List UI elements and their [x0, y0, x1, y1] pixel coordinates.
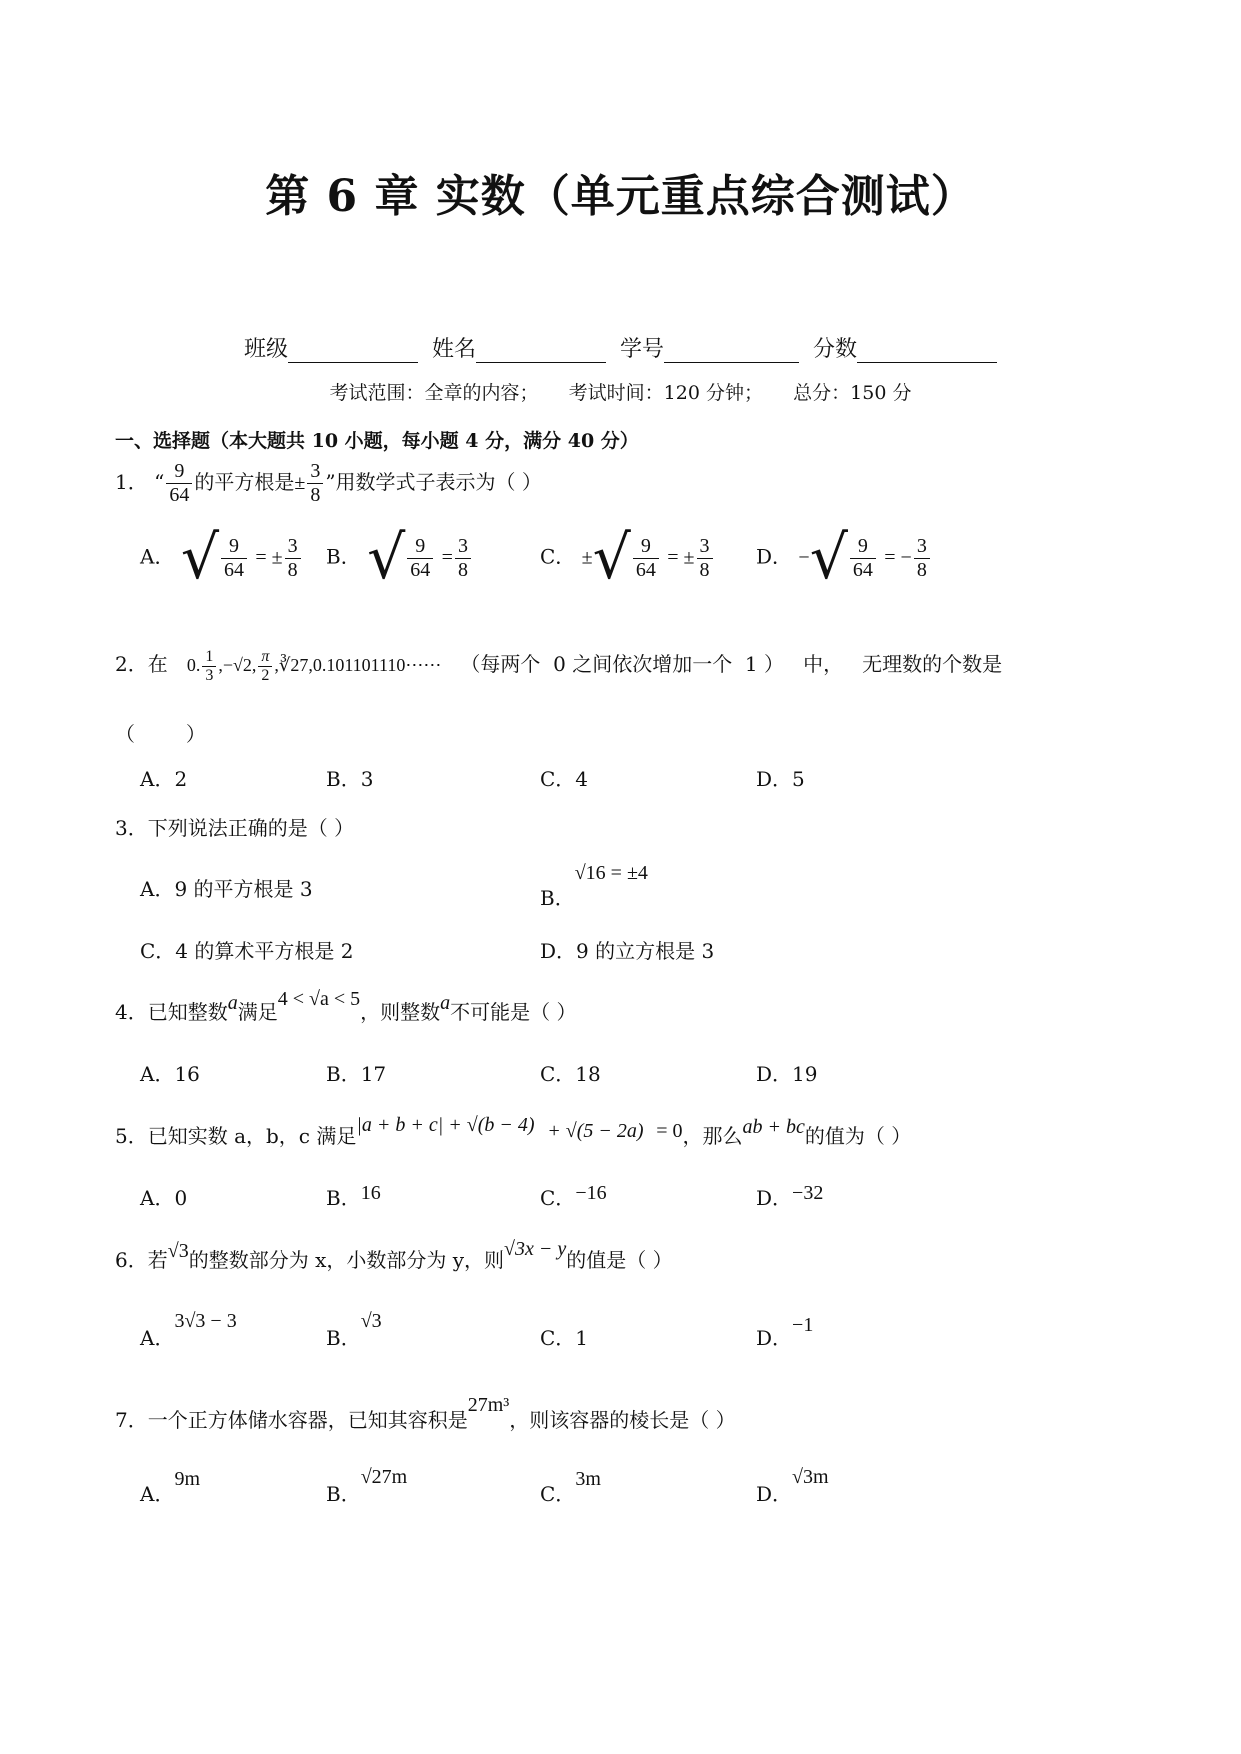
- numerator: π: [261, 648, 270, 665]
- question-7: [115, 1394, 736, 1433]
- equals-pm: = ±: [255, 546, 283, 569]
- question-text: 满足: [237, 1000, 278, 1024]
- numerator: 9: [415, 534, 426, 557]
- q7-option-a[interactable]: [140, 1468, 201, 1507]
- fraction-9-64: [166, 460, 192, 507]
- q2-option-b[interactable]: B．3: [326, 767, 374, 791]
- option-value: √3m: [792, 1466, 829, 1488]
- numerator: 3: [699, 534, 710, 557]
- q7-option-b[interactable]: [326, 1466, 408, 1507]
- option-label: D．: [756, 544, 793, 569]
- q2-option-d[interactable]: D．5: [756, 767, 805, 791]
- q1-option-c[interactable]: [540, 523, 715, 593]
- option-label: B．: [326, 544, 361, 569]
- option-label: A．: [140, 544, 175, 569]
- q5-option-b[interactable]: [326, 1182, 381, 1211]
- sqrt-symbol: √ $\frac{9}{64}$: [810, 528, 878, 588]
- q1-option-a[interactable]: [140, 523, 303, 593]
- question-1: [115, 460, 542, 507]
- denominator: 64: [166, 483, 192, 507]
- q5-option-c[interactable]: [540, 1182, 607, 1211]
- equals-pm: = ±: [667, 546, 695, 569]
- question-text: ，则该容器的棱长是（ ）: [509, 1408, 736, 1432]
- q7-option-c[interactable]: [540, 1468, 601, 1507]
- expression: |a + b + c| + √(b − 4): [356, 1114, 535, 1136]
- numerator: 3: [287, 534, 298, 557]
- numerator: 9: [640, 534, 651, 557]
- class-label: 班级: [243, 337, 288, 362]
- expression: √3: [167, 1240, 189, 1262]
- denominator: 64: [850, 558, 876, 582]
- numerator: 3: [916, 534, 927, 557]
- question-text: 的平方根是: [194, 470, 295, 494]
- option-label: C．: [540, 544, 576, 569]
- denominator: 8: [455, 558, 471, 582]
- q6-option-c[interactable]: C．1: [540, 1326, 589, 1350]
- denominator: 8: [914, 558, 930, 582]
- question-4: [115, 988, 577, 1025]
- option-value: 3m: [575, 1468, 601, 1490]
- option-label: A．: [140, 1326, 175, 1350]
- numerator: 9: [857, 534, 868, 557]
- denominator: 8: [307, 483, 323, 507]
- denominator: 8: [697, 558, 713, 582]
- question-text: 的整数部分为 x，小数部分为 y，则: [188, 1248, 505, 1272]
- denominator: 64: [221, 558, 247, 582]
- numerator: 9: [229, 534, 240, 557]
- expression: + √(5 − 2a): [547, 1120, 644, 1142]
- q1-option-b[interactable]: [326, 523, 473, 593]
- q3-option-d[interactable]: D．9 的立方根是 3: [540, 939, 715, 963]
- score-field[interactable]: [857, 340, 997, 363]
- q4-option-d[interactable]: D．19: [756, 1062, 818, 1086]
- minus: −: [798, 546, 810, 569]
- denominator: 64: [407, 558, 433, 582]
- question-text: 7．一个正方体储水容器，已知其容积是: [115, 1408, 468, 1432]
- option-label: B．: [326, 1186, 361, 1210]
- inequality: 4 < √a < 5: [277, 988, 361, 1010]
- q3-option-a[interactable]: A．9 的平方根是 3: [140, 877, 313, 901]
- seq-part: ,−√2,: [218, 655, 257, 676]
- q5-option-d[interactable]: [756, 1182, 823, 1211]
- sqrt-symbol: √ $\frac{9}{64}$: [181, 528, 249, 588]
- student-info-line: [0, 332, 1241, 363]
- plus-minus: ±: [294, 472, 306, 494]
- q7-option-d[interactable]: [756, 1466, 829, 1507]
- sqrt-symbol: √ $\frac{9}{64}$: [593, 528, 661, 588]
- option-value: √27m: [360, 1466, 408, 1488]
- exam-info: 考试范围：全章的内容； 考试时间：120 分钟； 总分：150 分: [329, 382, 912, 404]
- question-text: 的值为（ ）: [804, 1124, 912, 1148]
- plus-minus: ±: [581, 546, 593, 569]
- question-text: 6．若: [115, 1248, 168, 1272]
- question-2: [115, 648, 1002, 686]
- q4-option-a[interactable]: A．16: [140, 1062, 200, 1086]
- option-label: B．: [540, 886, 575, 910]
- option-label: B．: [326, 1326, 361, 1350]
- option-value: −32: [792, 1182, 824, 1204]
- q1-option-d[interactable]: [756, 523, 932, 593]
- q4-option-c[interactable]: C．18: [540, 1062, 601, 1086]
- q3-option-c[interactable]: C．4 的算术平方根是 2: [140, 939, 354, 963]
- option-value: 9m: [174, 1468, 201, 1490]
- q6-option-b[interactable]: [326, 1310, 382, 1351]
- expression: √3x − y: [504, 1238, 567, 1260]
- option-label: D．: [756, 1326, 793, 1350]
- option-label: C．: [540, 1186, 576, 1210]
- q5-option-a[interactable]: A．0: [140, 1186, 188, 1210]
- seq-part: ,∛27,0.101101110⋯⋯: [274, 655, 442, 676]
- option-value: −1: [792, 1314, 814, 1336]
- denominator: 2: [258, 666, 272, 685]
- expression: = 0: [656, 1120, 683, 1142]
- q6-option-a[interactable]: [140, 1310, 237, 1351]
- equals: =: [441, 546, 453, 569]
- option-math: √16 = ±4: [574, 862, 648, 884]
- name-field[interactable]: [476, 340, 606, 363]
- q4-option-b[interactable]: B．17: [326, 1062, 387, 1086]
- question-text: 4．已知整数: [115, 1000, 228, 1024]
- numerator: 3: [310, 460, 321, 482]
- sqrt-symbol: √ $\frac{9}{64}$: [367, 528, 435, 588]
- question-6: [115, 1238, 673, 1273]
- option-value: 16: [360, 1182, 381, 1204]
- question-3: 3．下列说法正确的是（ ）: [115, 816, 355, 840]
- page-title: 第 6 章 实数（单元重点综合测试）: [265, 171, 976, 222]
- question-text: 的值是（ ）: [566, 1248, 673, 1272]
- student-id-field[interactable]: [664, 340, 799, 363]
- q6-option-d[interactable]: [756, 1314, 814, 1351]
- question-text: ，则整数: [360, 1000, 441, 1024]
- variable: a: [227, 992, 238, 1014]
- question-text: 不可能是（ ）: [450, 1000, 577, 1024]
- denominator: 8: [285, 558, 301, 582]
- section-heading: 一、选择题（本大题共 10 小题，每小题 4 分，满分 40 分）: [115, 430, 639, 452]
- fraction-3-8: [307, 460, 323, 507]
- name-label: 姓名: [431, 337, 476, 362]
- denominator: 64: [633, 558, 659, 582]
- option-value: √3: [360, 1310, 382, 1332]
- q2-option-c[interactable]: C．4: [540, 767, 589, 791]
- option-label: B．: [326, 1482, 361, 1506]
- variable: a: [440, 992, 451, 1014]
- option-label: D．: [756, 1482, 793, 1506]
- student-id-label: 学号: [620, 337, 665, 362]
- q2-option-a[interactable]: A．2: [140, 767, 188, 791]
- option-label: D．: [756, 1186, 793, 1210]
- option-label: A．: [140, 1482, 175, 1506]
- question-5: [115, 1114, 912, 1149]
- q3-option-b[interactable]: [540, 862, 648, 910]
- question-number: 1．: [115, 470, 148, 494]
- score-label: 分数: [813, 337, 858, 362]
- seq-part: 0.: [186, 655, 201, 676]
- question-text: （每两个 0 之间依次增加一个 1 ） 中， 无理数的个数是: [460, 652, 1003, 677]
- quote-open: “: [154, 470, 165, 494]
- question-text: ，那么: [682, 1124, 743, 1148]
- q2-answer-paren: （ ）: [115, 722, 206, 746]
- number-sequence: [186, 648, 442, 685]
- numerator: 3: [457, 534, 468, 557]
- option-value: 3√3 − 3: [174, 1310, 237, 1332]
- numerator: 1: [205, 648, 214, 665]
- volume-value: 27m³: [467, 1394, 510, 1416]
- class-field[interactable]: [288, 340, 418, 363]
- expression: ab + bc: [742, 1116, 805, 1138]
- equals-minus: = −: [884, 546, 912, 569]
- option-label: C．: [540, 1482, 576, 1506]
- question-text: ”用数学式子表示为（ ）: [325, 470, 542, 494]
- numerator: 9: [174, 460, 185, 482]
- denominator: 3: [202, 666, 216, 685]
- option-value: −16: [575, 1182, 607, 1204]
- question-text: 5．已知实数 a，b，c 满足: [115, 1124, 357, 1148]
- question-number: 2．在: [115, 652, 168, 677]
